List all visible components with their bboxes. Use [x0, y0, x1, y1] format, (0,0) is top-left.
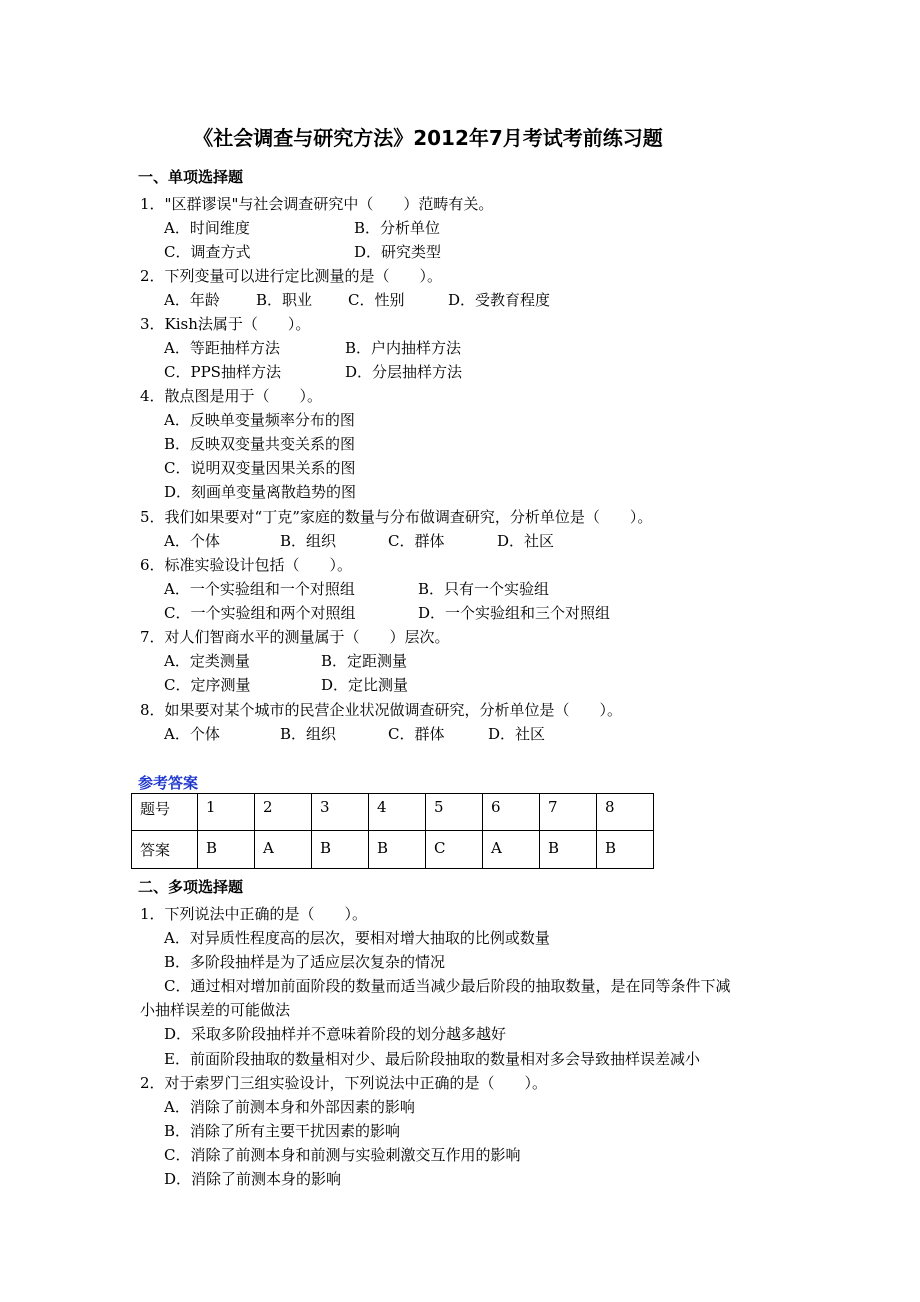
answer-table-value: A — [483, 831, 540, 869]
document-title: 《社会调查与研究方法》2012年7月考试考前练习题 — [193, 126, 663, 150]
section-heading-single-choice: 一、单项选择题 — [138, 168, 244, 186]
question-5-stem: 5．我们如果要对“丁克”家庭的数量与分布做调查研究，分析单位是（ ）。 — [140, 508, 653, 526]
answer-table-number: 8 — [597, 794, 654, 831]
answer-table-value: B — [597, 831, 654, 869]
multi-question-1-option-d: D．采取多阶段抽样并不意味着阶段的划分越多越好 — [164, 1025, 507, 1043]
question-8-option-a: A．个体 — [164, 725, 220, 743]
question-2-stem: 2．下列变量可以进行定比测量的是（ ）。 — [140, 267, 443, 285]
question-7-option-a: A．定类测量 — [164, 652, 250, 670]
multi-question-1-option-b: B．多阶段抽样是为了适应层次复杂的情况 — [164, 953, 446, 971]
answer-table-row-label: 题号 — [132, 794, 198, 831]
question-1-option-b: B．分析单位 — [354, 219, 441, 237]
question-2-option-b: B．职业 — [256, 291, 313, 309]
multi-question-2-option-c: C．消除了前测本身和前测与实验刺激交互作用的影响 — [164, 1146, 521, 1164]
multi-question-2-option-a: A．消除了前测本身和外部因素的影响 — [164, 1098, 415, 1116]
question-7-stem: 7．对人们智商水平的测量属于（ ）层次。 — [140, 628, 450, 646]
multi-question-2-option-b: B．消除了所有主要干扰因素的影响 — [164, 1122, 401, 1140]
answer-table-answer-row — [132, 831, 654, 869]
question-3-option-c: C．PPS抽样方法 — [164, 363, 281, 381]
answer-table-value: A — [255, 831, 312, 869]
multi-question-1-option-c-continued: 小抽样误差的可能做法 — [140, 1001, 291, 1019]
answer-table-value: B — [369, 831, 426, 869]
question-6-option-c: C．一个实验组和两个对照组 — [164, 604, 356, 622]
question-3-option-b: B．户内抽样方法 — [345, 339, 462, 357]
question-5-option-c: C．群体 — [388, 532, 445, 550]
question-5-option-a: A．个体 — [164, 532, 220, 550]
answer-table-number: 2 — [255, 794, 312, 831]
question-7-option-d: D．定比测量 — [321, 676, 409, 694]
question-4-option-d: D．刻画单变量离散趋势的图 — [164, 483, 357, 501]
question-2-option-a: A．年龄 — [164, 291, 220, 309]
question-5-option-d: D．社区 — [497, 532, 555, 550]
reference-answers-heading: 参考答案 — [138, 774, 199, 792]
question-6-option-b: B．只有一个实验组 — [418, 580, 550, 598]
question-4-option-c: C．说明双变量因果关系的图 — [164, 459, 356, 477]
answer-table-number: 5 — [426, 794, 483, 831]
question-1-option-c: C．调查方式 — [164, 243, 251, 261]
question-4-option-a: A．反映单变量频率分布的图 — [164, 411, 355, 429]
question-7-option-b: B．定距测量 — [321, 652, 408, 670]
answer-table-row-label: 答案 — [132, 831, 198, 869]
answer-table-header-row — [132, 794, 654, 831]
question-3-option-d: D．分层抽样方法 — [345, 363, 463, 381]
answer-table — [131, 793, 654, 869]
answer-table-value: C — [426, 831, 483, 869]
question-2-option-c: C．性别 — [348, 291, 405, 309]
answer-table-number: 1 — [198, 794, 255, 831]
question-1-option-a: A．时间维度 — [164, 219, 250, 237]
question-6-option-a: A．一个实验组和一个对照组 — [164, 580, 355, 598]
section-heading-multiple-choice: 二、多项选择题 — [138, 878, 244, 896]
question-4-option-b: B．反映双变量共变关系的图 — [164, 435, 356, 453]
question-1-option-d: D．研究类型 — [354, 243, 442, 261]
multi-question-1-stem: 1．下列说法中正确的是（ ）。 — [140, 905, 368, 923]
multi-question-1-option-e: E．前面阶段抽取的数量相对少、最后阶段抽取的数量相对多会导致抽样误差减小 — [164, 1050, 700, 1068]
answer-table-number: 7 — [540, 794, 597, 831]
answer-table-number: 4 — [369, 794, 426, 831]
answer-table-value: B — [198, 831, 255, 869]
question-4-stem: 4．散点图是用于（ ）。 — [140, 387, 323, 405]
answer-table-value: B — [312, 831, 369, 869]
answer-table-value: B — [540, 831, 597, 869]
multi-question-1-option-c: C．通过相对增加前面阶段的数量而适当减少最后阶段的抽取数量，是在同等条件下减 — [164, 977, 731, 995]
multi-question-1-option-a: A．对异质性程度高的层次，要相对增大抽取的比例或数量 — [164, 929, 550, 947]
question-8-option-b: B．组织 — [280, 725, 337, 743]
question-2-option-d: D．受教育程度 — [448, 291, 551, 309]
multi-question-2-option-d: D．消除了前测本身的影响 — [164, 1170, 342, 1188]
answer-table-number: 3 — [312, 794, 369, 831]
question-7-option-c: C．定序测量 — [164, 676, 251, 694]
question-3-option-a: A．等距抽样方法 — [164, 339, 280, 357]
question-8-option-c: C．群体 — [388, 725, 445, 743]
answer-table-number: 6 — [483, 794, 540, 831]
question-3-stem: 3．Kish法属于（ ）。 — [140, 315, 311, 333]
question-5-option-b: B．组织 — [280, 532, 337, 550]
multi-question-2-stem: 2．对于索罗门三组实验设计，下列说法中正确的是（ ）。 — [140, 1074, 548, 1092]
question-6-stem: 6．标准实验设计包括（ ）。 — [140, 556, 353, 574]
question-1-stem: 1．"区群谬误"与社会调查研究中（ ）范畴有关。 — [140, 195, 494, 213]
question-6-option-d: D．一个实验组和三个对照组 — [418, 604, 611, 622]
question-8-option-d: D．社区 — [488, 725, 546, 743]
question-8-stem: 8．如果要对某个城市的民营企业状况做调查研究，分析单位是（ ）。 — [140, 701, 623, 719]
